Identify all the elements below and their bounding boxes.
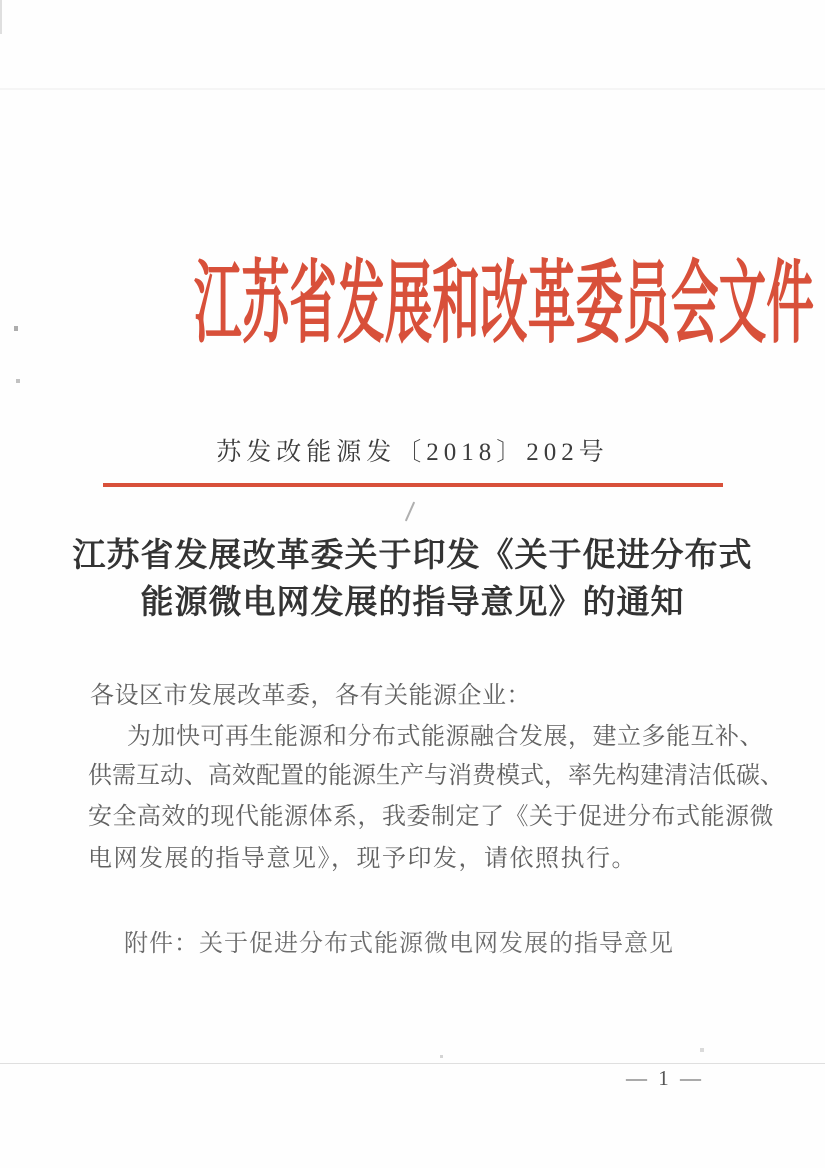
scan-artifact-speck [440, 1055, 443, 1058]
body-paragraph-line: 电网发展的指导意见》，现予印发，请依照执行。 [88, 846, 637, 872]
scan-artifact-edge-sliver [0, 0, 2, 34]
body-paragraph-line: 供需互动、高效配置的能源生产与消费模式，率先构建清洁低碳、 [88, 763, 784, 789]
page-number: — 1 — [626, 1066, 704, 1090]
scan-artifact-pen-mark [405, 502, 415, 522]
scan-artifact-speck [16, 379, 20, 383]
salutation-line: 各设区市发展改革委，各有关能源企业： [90, 683, 531, 709]
body-paragraph-line: 为加快可再生能源和分布式能源融合发展，建立多能互补、 [127, 724, 764, 750]
red-divider-line [103, 483, 723, 487]
footer-divider-line [0, 1063, 825, 1064]
notice-title-line-2: 能源微电网发展的指导意见》的通知 [140, 585, 685, 621]
scan-artifact-speck [700, 1048, 704, 1052]
notice-title [0, 533, 825, 627]
attachment-line: 附件：关于促进分布式能源微电网发展的指导意见 [124, 931, 674, 957]
notice-title-line-1: 江苏省发展改革委关于印发《关于促进分布式 [72, 538, 753, 574]
body-paragraph-line: 安全高效的现代能源体系，我委制定了《关于促进分布式能源微 [88, 804, 774, 830]
scan-artifact-speck [14, 326, 18, 331]
document-number: 苏发改能源发〔2018〕202号 [216, 439, 609, 466]
letterhead-title: 江苏省发展和改革委员会文件 [193, 255, 814, 354]
scan-artifact-top-line [0, 88, 825, 90]
